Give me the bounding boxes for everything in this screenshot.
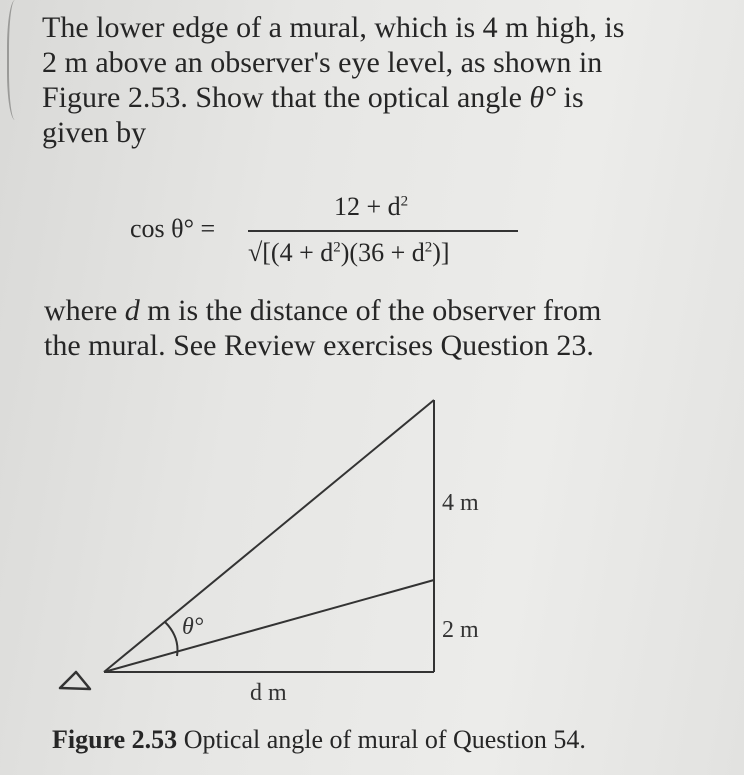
intro-line-1: The lower edge of a mural, which is 4 m high, is [42, 11, 625, 44]
d-variable: d [124, 294, 140, 327]
where-b: m is the distance of the observer from [139, 294, 602, 327]
label-theta: θ° [182, 614, 204, 640]
figure-caption [52, 725, 586, 755]
eye-icon [60, 672, 90, 689]
intro-line-3a: Figure 2.53. Show that the optical angle [42, 81, 530, 114]
upper-sight-line [104, 400, 434, 672]
caption-number: Figure 2.53 [52, 725, 178, 754]
numerator-text: 12 + d [334, 192, 401, 221]
label-distance: d m [250, 680, 287, 706]
denominator-part-b: )(36 + d [340, 238, 425, 267]
theta-symbol: θ° [529, 81, 557, 114]
denominator-part-c: )] [432, 238, 450, 267]
denominator-part-a: √[(4 + d [248, 238, 334, 267]
caption-text: Optical angle of mural of Question 54. [177, 725, 586, 754]
denominator-exponent-2: 2 [424, 239, 433, 256]
denominator-exponent-1: 2 [333, 239, 341, 256]
where-line-2: the mural. See Review exercises Question 23. [44, 329, 594, 362]
label-4m: 4 m [442, 490, 479, 516]
lower-sight-line [104, 580, 434, 672]
intro-line-2: 2 m above an observer's eye level, as shown in [42, 46, 603, 79]
where-a: where [44, 294, 125, 327]
label-2m: 2 m [442, 617, 479, 643]
intro-line-4: given by [42, 116, 147, 149]
angle-arc [165, 622, 178, 656]
intro-line-3b: is [556, 81, 584, 114]
numerator-exponent: 2 [400, 193, 409, 210]
formula-lhs: cos θ° = [130, 214, 216, 243]
